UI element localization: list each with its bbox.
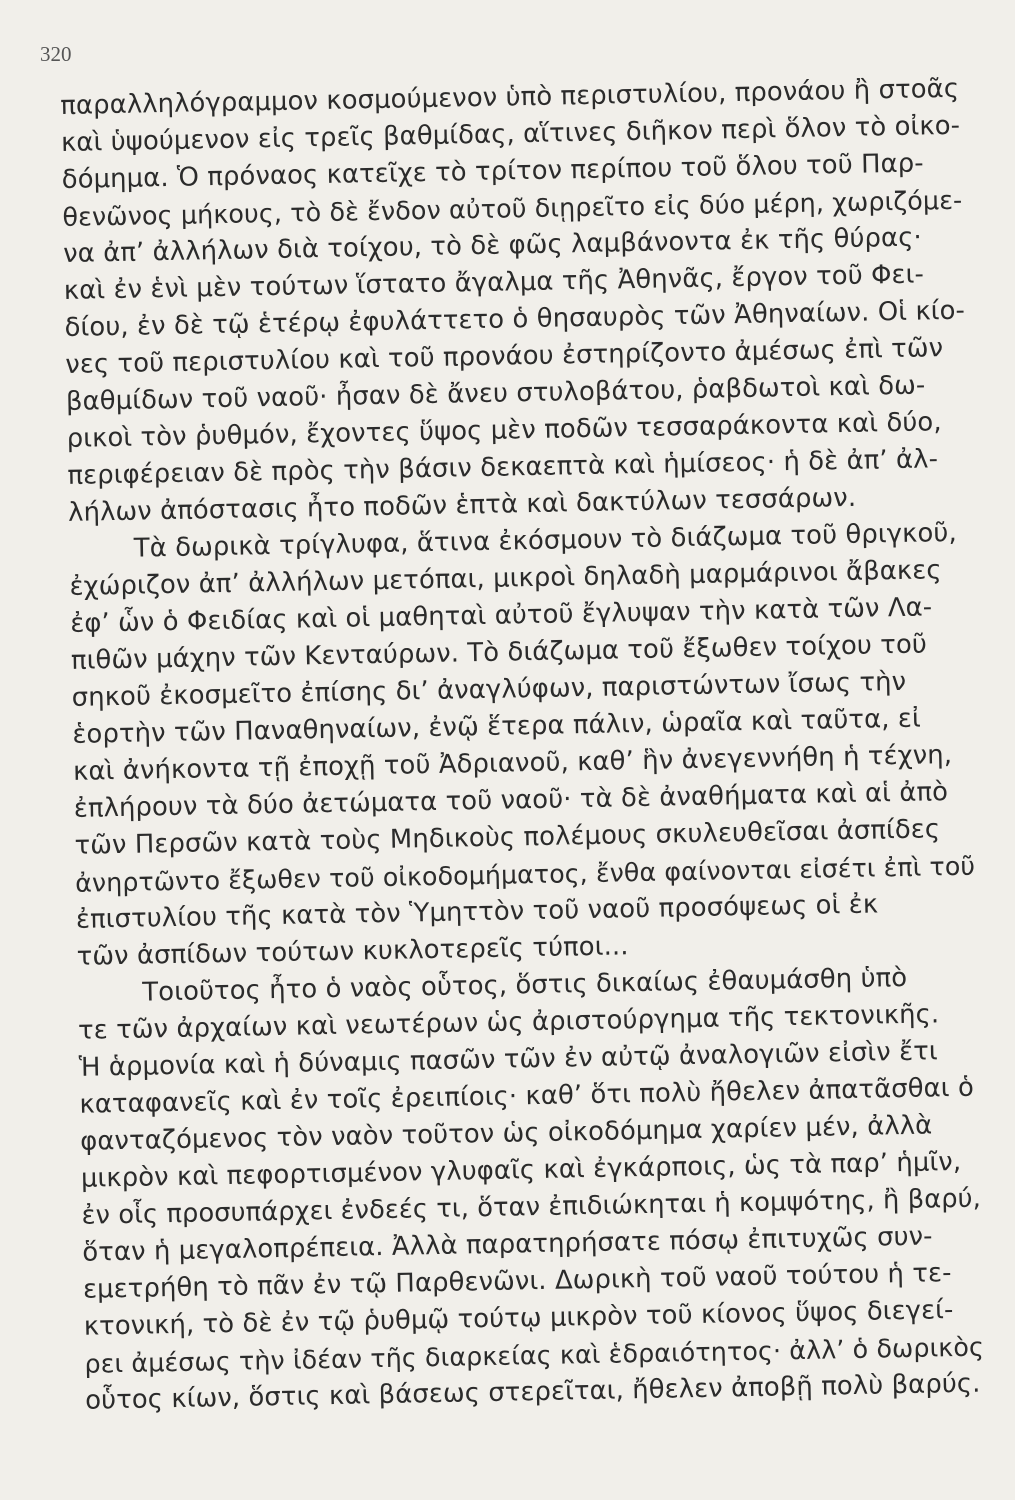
text-line: τῶν ἀσπίδων τούτων κυκλοτερεῖς τύποι... [76, 931, 629, 972]
text-line: πιθῶν μάχην τῶν Κενταύρων. Τὸ διάζωμα τοῦ ἔξωθεν τοίχου τοῦ [70, 629, 928, 676]
text-line: Ἡ ἁρμονία καὶ ἡ δύναμις πασῶν τῶν ἐν αὐτῷ ἀναλογιῶν εἰσὶν ἔτι [78, 1036, 938, 1083]
text-line: να ἀπ’ ἀλλήλων διὰ τοίχου, τὸ δὲ φῶς λαμβάνοντα ἐκ τῆς θύρας· [62, 222, 923, 269]
text-line: λήλων ἀπόστασις ἦτο ποδῶν ἑπτὰ καὶ δακτύλων τεσσάρων. [67, 482, 857, 528]
text-line: νες τοῦ περιστυλίου καὶ τοῦ προνάου ἐστηρίζοντο ἀμέσως ἐπὶ τῶν [65, 333, 944, 380]
text-line: καὶ ὑψούμενον εἰς τρεῖς βαθμίδας, αἵτινες διῆκον περὶ ὅλον τὸ οἰκο- [60, 110, 961, 158]
text-line: οὗτος κίων, ὅστις καὶ βάσεως στερεῖται, ἤθελεν ἀποβῇ πολὺ βαρύς. [84, 1368, 981, 1416]
text-line: τῶν Περσῶν κατὰ τοὺς Μηδικοὺς πολέμους σκυλευθεῖσαι ἀσπίδες [74, 814, 941, 861]
text-line: ἐπλήρουν τὰ δύο ἀετώματα τοῦ ναοῦ· τὰ δὲ ἀναθήματα καὶ αἱ ἀπὸ [73, 777, 949, 824]
text-line: ἑορτὴν τῶν Παναθηναίων, ἐνῷ ἕτερα πάλιν, ὡραῖα καὶ ταῦτα, εἰ [72, 703, 922, 750]
text-line: ἀνηρτῶντο ἔξωθεν τοῦ οἰκοδομήματος, ἔνθα φαίνονται εἰσέτι ἐπὶ τοῦ [74, 851, 976, 898]
text-line: ρικοὶ τὸν ῥυθμόν, ἔχοντες ὕψος μὲν ποδῶν τεσσαράκοντα καὶ δύο, [66, 407, 942, 454]
text-line: Τὰ δωρικὰ τρίγλυφα, ἅτινα ἐκόσμουν τὸ διάζωμα τοῦ θριγκοῦ, [133, 517, 958, 564]
text-line: ἐπιστυλίου τῆς κατὰ τὸν Ὑμηττὸν τοῦ ναοῦ προσόψεως οἱ ἐκ [75, 889, 879, 935]
text-line: καὶ ἐν ἑνὶ μὲν τούτων ἵστατο ἄγαλμα τῆς Ἀθηνᾶς, ἔργον τοῦ Φει- [63, 259, 925, 306]
text-line: βαθμίδων τοῦ ναοῦ· ἦσαν δὲ ἄνευ στυλοβάτου, ῥαβδωτοὶ καὶ δω- [65, 370, 926, 417]
text-line: ρει ἀμέσως τὴν ἰδέαν τῆς διαρκείας καὶ ἑδραιότητος· ἀλλ’ ὁ δωρικὸς [84, 1331, 985, 1379]
text-line: κτονική, τὸ δὲ ἐν τῷ ῥυθμῷ τούτῳ μικρὸν τοῦ κίονος ὕψος διεγεί- [83, 1295, 954, 1342]
text-line: ὅταν ἡ μεγαλοπρέπεια. Ἀλλὰ παρατηρήσατε πόσῳ ἐπιτυχῶς συν- [82, 1221, 933, 1268]
text-line: φανταζόμενος τὸν ναὸν τοῦτον ὡς οἰκοδόμημα χαρίεν μέν, ἀλλὰ [79, 1110, 933, 1157]
text-line: δίου, ἐν δὲ τῷ ἑτέρῳ ἐφυλάττετο ὁ θησαυρὸς τῶν Ἀθηναίων. Οἱ κίο- [64, 295, 966, 343]
text-line: καὶ ἀνήκοντα τῇ ἐποχῇ τοῦ Ἀδριανοῦ, καθ’ ἣν ἀνεγεννήθη ἡ τέχνη, [72, 740, 953, 787]
text-line: ἐχώριζον ἀπ’ ἀλλήλων μετόπαι, μικροὶ δηλαδὴ μαρμάρινοι ἄβακες [69, 555, 942, 602]
text-line: Τοιοῦτος ἦτο ὁ ναὸς οὗτος, ὅστις δικαίως ἐθαυμάσθη ὑπὸ [142, 962, 908, 1008]
text-line: μικρὸν καὶ πεφορτισμένον γλυφαῖς καὶ ἐγκάρποις, ὡς τὰ παρ’ ἡμῖν, [80, 1146, 962, 1194]
text-line: ἐφ’ ὧν ὁ Φειδίας καὶ οἱ μαθηταὶ αὐτοῦ ἔγλυψαν τὴν κατὰ τῶν Λα- [70, 592, 933, 639]
page-number: 320 [40, 42, 72, 66]
text-line: εμετρήθη τὸ πᾶν ἐν τῷ Παρθενῶνι. Δωρικὴ τοῦ ναοῦ τούτου ἡ τε- [82, 1258, 952, 1305]
text-line: τε τῶν ἀρχαίων καὶ νεωτέρων ὡς ἀριστούργημα τῆς τεκτονικῆς. [77, 999, 940, 1046]
text-line: ἐν οἷς προσυπάρχει ἐνδεές τι, ὅταν ἐπιδιώκηται ἡ κομψότης, ἢ βαρύ, [81, 1183, 982, 1231]
text-line: θενῶνος μήκους, τὸ δὲ ἔνδον αὐτοῦ διῃρεῖτο εἰς δύο μέρη, χωριζόμε- [62, 184, 963, 232]
text-line: σηκοῦ ἐκοσμεῖτο ἐπίσης δι’ ἀναγλύφων, παριστώντων ἴσως τὴν [71, 666, 907, 713]
text-line: δόμημα. Ὁ πρόναος κατεῖχε τὸ τρίτον περίπου τοῦ ὅλου τοῦ Παρ- [61, 148, 925, 195]
text-line: καταφανεῖς καὶ ἐν τοῖς ἐρειπίοις· καθ’ ὅτι πολὺ ἤθελεν ἀπατᾶσθαι ὁ [79, 1072, 975, 1120]
text-line: περιφέρειαν δὲ πρὸς τὴν βάσιν δεκαεπτὰ καὶ ἡμίσεος· ἡ δὲ ἀπ’ ἀλ- [67, 444, 939, 491]
body-text [60, 71, 990, 1420]
text-line: παραλληλόγραμμον κοσμούμενον ὑπὸ περιστυλίου, προνάου ἢ στοᾶς [60, 73, 960, 121]
